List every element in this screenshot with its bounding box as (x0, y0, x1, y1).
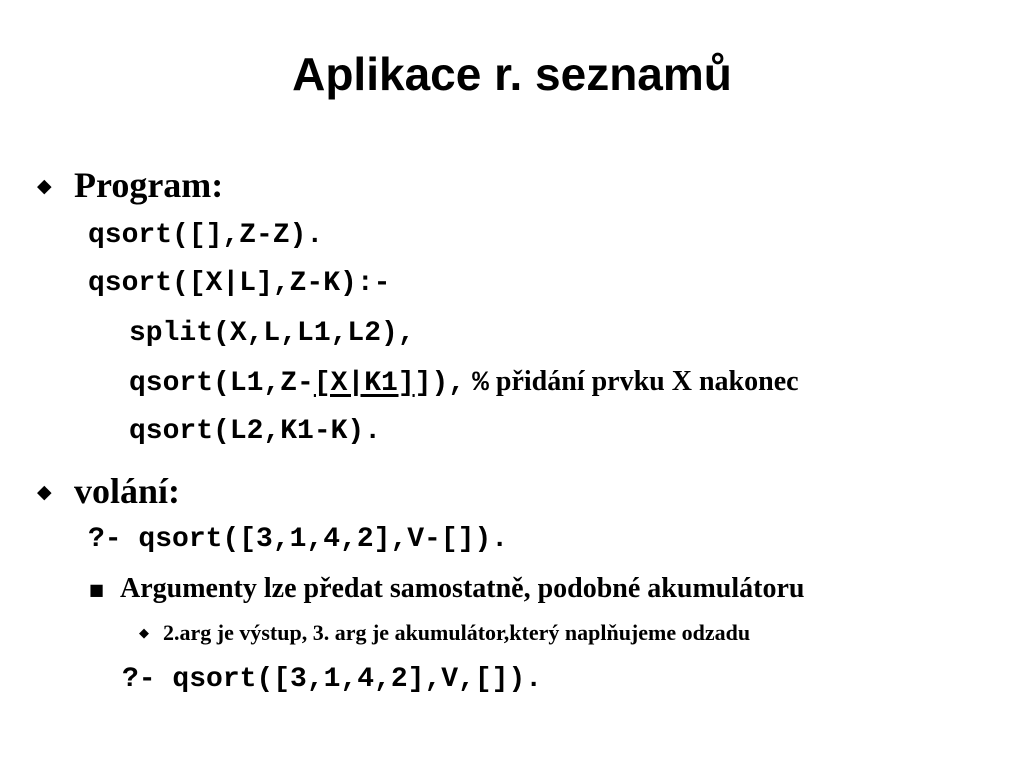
sub-bullet-text: Argumenty lze předat samostatně, podobné akumulátoru (120, 573, 805, 604)
diamond-bullet-icon: ◆ (37, 175, 52, 197)
sub-sub-bullet-text: 2.arg je výstup, 3. arg je akumulátor,který naplňujeme odzadu (163, 620, 751, 645)
comment-mark: % (472, 368, 489, 399)
square-bullet-icon: ■ (89, 580, 105, 599)
code-line-5: qsort(L2,K1-K). (129, 416, 382, 447)
comment-text: přidání prvku X nakonec (495, 366, 799, 397)
query-line-2: ?- qsort([3,1,4,2],V,[]). (122, 664, 543, 695)
code-line-4-suffix: ]), (414, 368, 466, 399)
code-line-4-underlined: [X|K1] (313, 368, 415, 399)
code-line-1: qsort([],Z-Z). (88, 220, 324, 251)
code-line-4 (129, 366, 799, 400)
slide-title: Aplikace r. seznamů (292, 48, 732, 100)
program-heading: Program: (74, 165, 224, 205)
diamond-bullet-icon: ◆ (139, 626, 149, 641)
code-line-4-prefix: qsort(L1,Z- (129, 368, 314, 399)
code-line-2: qsort([X|L],Z-K):- (88, 268, 391, 299)
query-line-1: ?- qsort([3,1,4,2],V-[]). (88, 524, 509, 555)
call-heading: volání: (74, 471, 181, 511)
diamond-bullet-icon: ◆ (37, 481, 52, 503)
code-line-3: split(X,L,L1,L2), (129, 318, 415, 349)
